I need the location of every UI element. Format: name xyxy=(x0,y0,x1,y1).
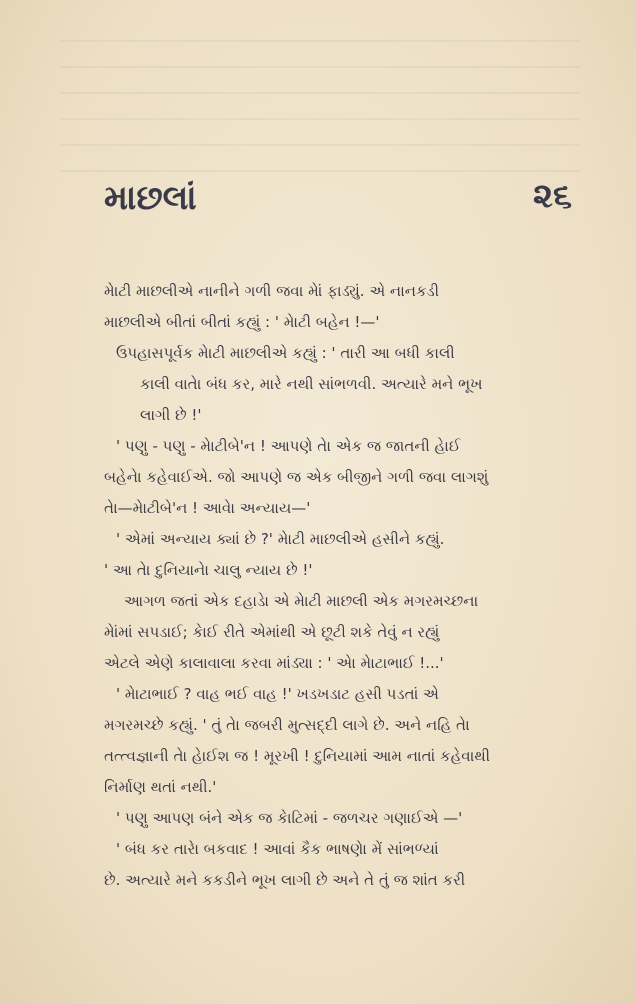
text-line: મેાંમાં સપડાઈ; કેાઈ રીતે એમાંથી એ છૂટી શકે તેવું ન રહ્યું xyxy=(104,623,440,641)
text-line: બહેનેા કહેવાઈએ. જો આપણે જ એક બીજીને ગળી જવા લાગશું xyxy=(104,468,489,486)
text-line: ' આ તેા દુનિયાનેા ચાલુ ન્યાય છે !' xyxy=(104,561,313,579)
paragraph xyxy=(104,679,636,803)
text-line: નિર્માણ થતાં નથી.' xyxy=(104,778,217,796)
text-line: તત્ત્વજ્ઞાની તેા હેાઈશ જ ! મૂરખી ! દુનિયામાં આમ નાતાં કહેવાથી xyxy=(104,747,491,765)
text-line: મગરમચ્છે કહ્યું. ' તું તેા જબરી મુત્સદ્દી લાગે છે. અને નહિ તેા xyxy=(104,716,470,734)
text-line: ' મેાટાભાઈ ? વાહ ભઈ વાહ !' ખડખડાટ હસી પડતાં એ xyxy=(116,685,439,703)
text-line: ઉપહાસપૂર્વક મેાટી માછલીએ કહ્યું : ' તારી આ બધી કાલી xyxy=(116,344,455,362)
text-line: તેા—મેાટીબે'ન ! આવેા અન્યાય—' xyxy=(104,499,311,517)
story-body xyxy=(104,276,636,896)
chapter-header xyxy=(104,176,572,226)
text-line: લાગી છે !' xyxy=(140,406,202,424)
text-line: ' પણુ આપણ બંને એક જ કેાટિમાં - જળચર ગણાઈએ —' xyxy=(116,809,463,827)
paragraph xyxy=(104,586,636,679)
chapter-title: માછલાં xyxy=(104,178,197,218)
paragraph xyxy=(104,276,636,338)
text-line: મેાટી માછલીએ નાનીને ગળી જવા મેાં ફાડ્યું. એ નાનકડી xyxy=(104,282,440,300)
chapter-number: ૨૬ xyxy=(533,176,572,216)
paragraph xyxy=(104,834,636,896)
paragraph xyxy=(104,803,636,834)
paragraph xyxy=(104,524,636,586)
paragraph xyxy=(104,431,636,524)
text-line: આગળ જતાં એક દહાડેા એ મેાટી માછલી એક મગરમચ્છના xyxy=(124,592,479,610)
text-line: એટલે એણે કાલાવાલા કરવા માંડ્યા : ' એા મેાટાભાઈ !...' xyxy=(104,654,444,672)
text-line: ' એમાં અન્યાય ક્યાં છે ?' મેાટી માછલીએ હસીને કહ્યું. xyxy=(116,530,445,548)
text-line: ' બંધ કર તારેા બકવાદ ! આવાં કૈક ભાષણેા મેં સાંભળ્યાં xyxy=(116,840,439,858)
text-line: કાલી વાતેા બંધ કર, મારે નથી સાંભળવી. અત્યારે મને ભૂખ xyxy=(140,375,483,393)
text-line: છે. અત્યારે મને કકડીને ભૂખ લાગી છે અને તે તું જ શાંત કરી xyxy=(104,871,466,889)
show-through-texture xyxy=(60,40,580,190)
text-line: માછલીએ બીતાં બીતાં કહ્યું : ' મેાટી બહેન !—' xyxy=(104,313,380,331)
text-line: ' પણુ - પણુ - મેાટીબે'ન ! આપણે તેા એક જ જાતની હેાઈ xyxy=(116,437,461,455)
paragraph xyxy=(104,338,636,431)
